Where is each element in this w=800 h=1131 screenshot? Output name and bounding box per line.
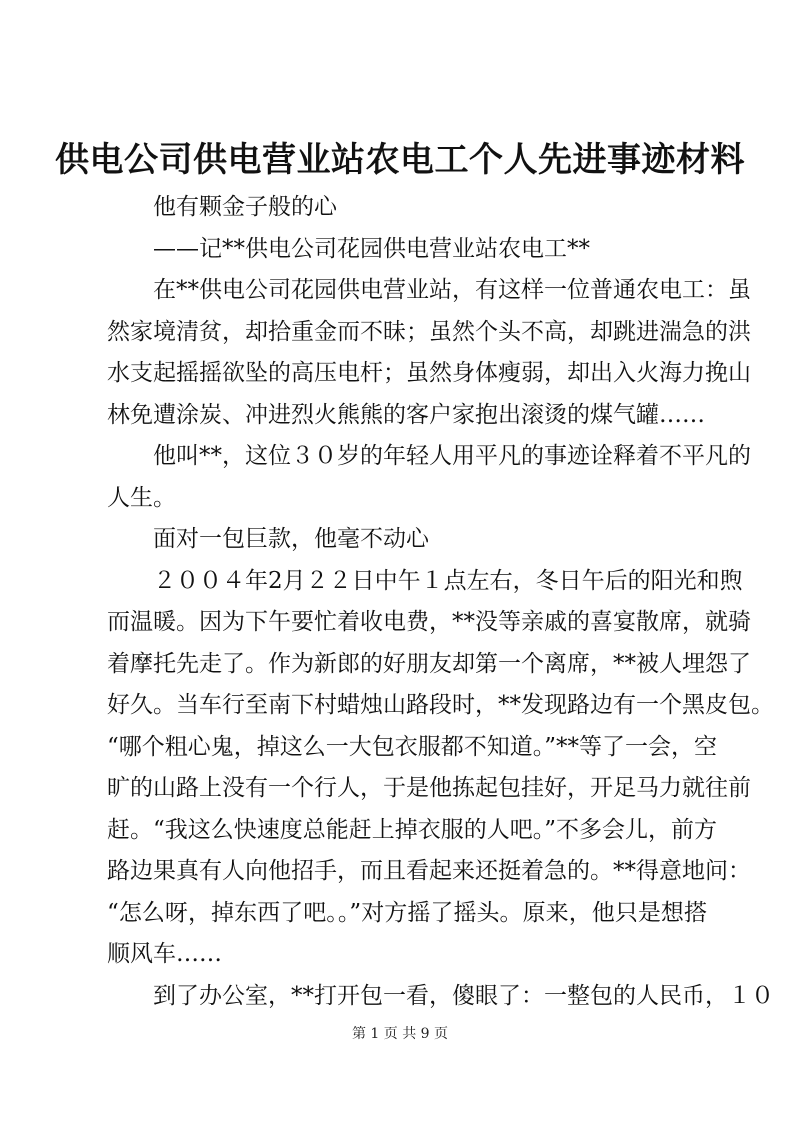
paragraph-line: “哪个粗心鬼，掉这么一大包衣服都不知道。”**等了一会，空 [107, 733, 718, 760]
paragraph-line: 旷的山路上没有一个行人，于是他拣起包挂好，开足马力就往前 [107, 775, 751, 801]
document-title: 供电公司供电营业站农电工个人先进事迹材料 [55, 140, 745, 180]
dedication-line: ——记**供电公司花园供电营业站农电工** [153, 235, 590, 262]
paragraph-line: 而温暖。因为下午要忙着收电费，**没等亲戚的喜宴散席，就骑 [107, 609, 751, 635]
paragraph-line: ２００４年2月２２日中午１点左右，冬日午后的阳光和煦 [153, 567, 743, 594]
paragraph-line: “怎么呀，掉东西了吧。。”对方摇了摇头。原来，他只是想搭 [107, 899, 707, 926]
paragraph-line: 好久。当车行至南下村蜡烛山路段时，**发现路边有一个黑皮包。 [107, 692, 774, 718]
section-heading: 面对一包巨款，他毫不动心 [153, 526, 429, 552]
paragraph-line: 林免遭涂炭、冲进烈火熊熊的客户家抱出滚烫的煤气罐…… [107, 401, 705, 428]
paragraph-line: 人生。 [107, 484, 176, 511]
paragraph-line: 然家境清贫，却拾重金而不昧；虽然个头不高，却跳进湍急的洪 [107, 318, 751, 345]
subtitle-line: 他有颗金子般的心 [153, 194, 337, 220]
paragraph-line: 他叫**，这位３０岁的年轻人用平凡的事迹诠释着不平凡的 [153, 443, 751, 469]
paragraph-line: 赶。“我这么快速度总能赶上掉衣服的人吧。”不多会儿，前方 [107, 816, 718, 843]
page-footer: 第 1 页 共 9 页 [351, 1026, 449, 1042]
paragraph-line: 顺风车…… [107, 941, 222, 967]
paragraph-line: 到了办公室，**打开包一看，傻眼了：一整包的人民币，１０ [153, 982, 774, 1009]
paragraph-line: 路边果真有人向他招手，而且看起来还挺着急的。**得意地问： [107, 858, 751, 884]
paragraph-line: 着摩托先走了。作为新郎的好朋友却第一个离席，**被人埋怨了 [107, 650, 751, 677]
paragraph-line: 水支起摇摇欲坠的高压电杆；虽然身体瘦弱，却出入火海力挽山 [107, 360, 751, 386]
paragraph-line: 在**供电公司花园供电营业站，有这样一位普通农电工：虽 [153, 277, 751, 303]
